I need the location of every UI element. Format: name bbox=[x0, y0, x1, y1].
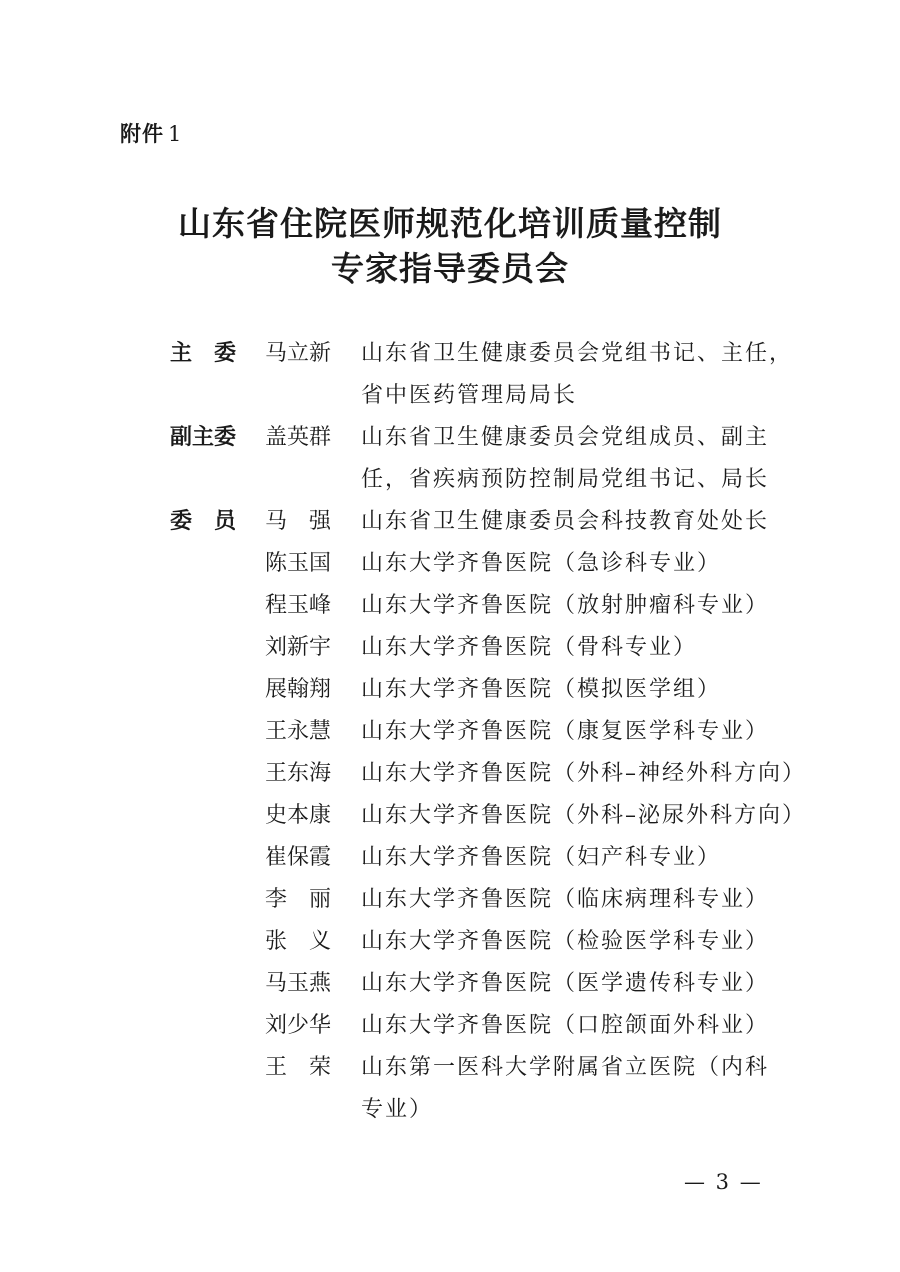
member-name: 张 义 bbox=[265, 929, 332, 954]
member-affiliation: 山东省卫生健康委员会科技教育处处长 bbox=[361, 509, 770, 534]
member-affiliation: 山东大学齐鲁医院（康复医学科专业） bbox=[361, 719, 770, 744]
document-title-line-1: 山东省住院医师规范化培训质量控制 bbox=[178, 204, 722, 243]
member-affiliation: 山东大学齐鲁医院（检验医学科专业） bbox=[361, 929, 770, 954]
member-affiliation: 专业） bbox=[361, 1097, 434, 1122]
member-affiliation: 山东大学齐鲁医院（外科–泌尿外科方向） bbox=[361, 803, 807, 828]
member-row bbox=[0, 1047, 900, 1089]
member-row bbox=[0, 795, 900, 837]
member-name: 马立新 bbox=[265, 341, 332, 366]
member-name: 王永慧 bbox=[265, 719, 332, 744]
member-row bbox=[0, 711, 900, 753]
attachment-number: 1 bbox=[168, 122, 183, 146]
member-affiliation: 山东省卫生健康委员会党组成员、副主 bbox=[361, 425, 770, 450]
member-affiliation: 山东大学齐鲁医院（临床病理科专业） bbox=[361, 887, 770, 912]
member-name: 王 荣 bbox=[265, 1055, 332, 1080]
member-name: 史本康 bbox=[265, 803, 332, 828]
member-row bbox=[0, 543, 900, 585]
member-row bbox=[0, 669, 900, 711]
attachment-label bbox=[120, 118, 182, 148]
member-row bbox=[0, 501, 900, 543]
member-row bbox=[0, 627, 900, 669]
member-affiliation: 任，省疾病预防控制局党组书记、局长 bbox=[361, 467, 770, 492]
member-affiliation: 山东大学齐鲁医院（急诊科专业） bbox=[361, 551, 722, 576]
member-name: 王东海 bbox=[265, 761, 332, 786]
member-affiliation: 山东大学齐鲁医院（口腔颌面外科业） bbox=[361, 1013, 770, 1038]
member-role: 主 委 bbox=[170, 341, 237, 366]
member-row bbox=[0, 333, 900, 375]
member-affiliation: 山东大学齐鲁医院（外科–神经外科方向） bbox=[361, 761, 807, 786]
member-role: 委 员 bbox=[170, 509, 237, 534]
member-affiliation: 山东大学齐鲁医院（骨科专业） bbox=[361, 635, 698, 660]
member-name: 盖英群 bbox=[265, 425, 332, 450]
member-role: 副主委 bbox=[170, 425, 237, 450]
member-affiliation: 山东大学齐鲁医院（放射肿瘤科专业） bbox=[361, 593, 770, 618]
member-row bbox=[0, 459, 900, 501]
member-row bbox=[0, 837, 900, 879]
member-name: 刘少华 bbox=[265, 1013, 332, 1038]
member-row bbox=[0, 417, 900, 459]
member-affiliation: 山东大学齐鲁医院（模拟医学组） bbox=[361, 677, 722, 702]
member-row bbox=[0, 879, 900, 921]
member-affiliation: 山东第一医科大学附属省立医院（内科 bbox=[361, 1055, 770, 1080]
member-row bbox=[0, 963, 900, 1005]
member-row bbox=[0, 1005, 900, 1047]
member-name: 马 强 bbox=[265, 509, 332, 534]
member-row bbox=[0, 753, 900, 795]
member-affiliation: 省中医药管理局局长 bbox=[361, 383, 578, 408]
member-name: 李 丽 bbox=[265, 887, 332, 912]
member-row bbox=[0, 585, 900, 627]
member-name: 展翰翔 bbox=[265, 677, 332, 702]
document-title-line-2: 专家指导委员会 bbox=[331, 249, 569, 288]
member-affiliation: 山东大学齐鲁医院（医学遗传科专业） bbox=[361, 971, 770, 996]
attachment-text: 附件 bbox=[120, 122, 164, 146]
member-name: 刘新宇 bbox=[265, 635, 332, 660]
member-affiliation: 山东省卫生健康委员会党组书记、主任， bbox=[361, 341, 794, 366]
member-name: 马玉燕 bbox=[265, 971, 332, 996]
member-row bbox=[0, 1089, 900, 1131]
member-name: 陈玉国 bbox=[265, 551, 332, 576]
member-row bbox=[0, 921, 900, 963]
member-affiliation: 山东大学齐鲁医院（妇产科专业） bbox=[361, 845, 722, 870]
member-row bbox=[0, 375, 900, 417]
member-name: 程玉峰 bbox=[265, 593, 332, 618]
member-name: 崔保霞 bbox=[265, 845, 332, 870]
page-number: — 3 — bbox=[684, 1170, 763, 1194]
